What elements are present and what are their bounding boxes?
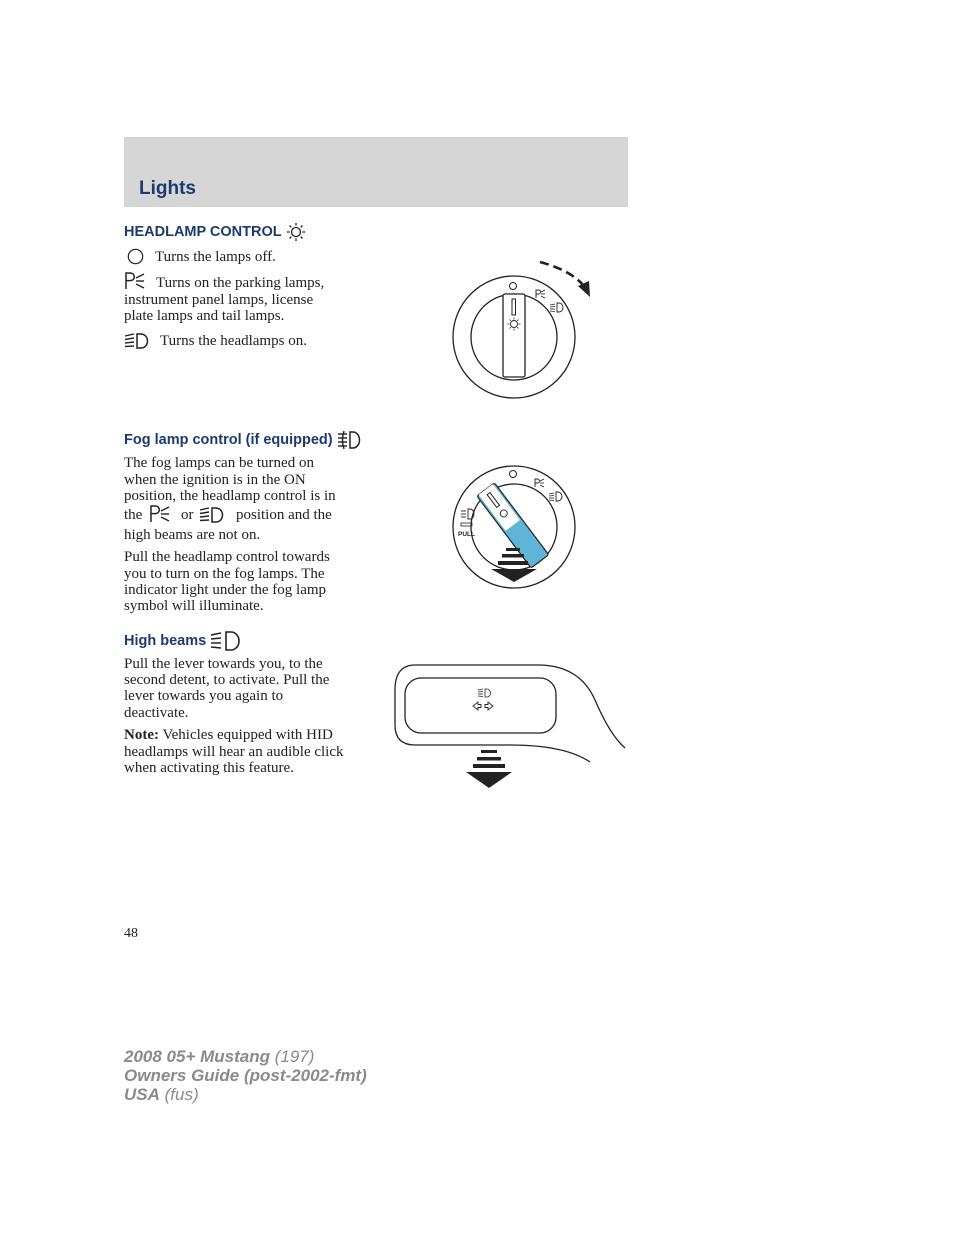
headlamps-on-text: Turns the headlamps on.: [160, 333, 307, 349]
off-text: Turns the lamps off.: [155, 249, 276, 265]
high-beams-p1-line3: lever towards you again to: [124, 688, 284, 704]
high-beams-heading: [124, 631, 242, 651]
note-line2: headlamps will hear an audible click: [124, 744, 344, 760]
footer-model-code: (197): [270, 1047, 315, 1066]
fog-p1-line5: high beams are not on.: [124, 527, 261, 543]
footer-line2: [124, 1066, 367, 1085]
high-beams-heading-text: High beams: [124, 632, 207, 649]
fog-heading-text: Fog lamp control (if equipped): [124, 431, 333, 448]
parking-lamp-icon-inline: [149, 505, 171, 523]
parking-text-line3: plate lamps and tail lamps.: [124, 308, 285, 324]
fog-p2-line4: symbol will illuminate.: [124, 598, 264, 614]
high-beam-lever-diagram: [390, 660, 630, 795]
footer-line3: [124, 1085, 367, 1104]
fog-p2-line3: indicator light under the fog lamp: [124, 582, 327, 598]
fog-p2-line1: Pull the headlamp control towards: [124, 549, 330, 565]
off-circle-icon: [127, 248, 144, 265]
fog-p1-line4-or: or: [181, 507, 194, 523]
footer-line1: [124, 1047, 367, 1066]
headlamp-beam-icon-inline: [199, 507, 225, 523]
footer-model: 2008 05+ Mustang: [124, 1047, 270, 1066]
footer-market-code: (fus): [159, 1085, 199, 1104]
fog-p2-line2: you to turn on the fog lamps. The: [124, 566, 325, 582]
parking-text-line1: Turns on the parking lamps,: [156, 275, 325, 291]
note-line3: when activating this feature.: [124, 760, 294, 776]
high-beam-icon: [210, 631, 242, 651]
fog-p1-line3: position, the headlamp control is in: [124, 488, 336, 504]
headlamp-beam-icon: [124, 333, 150, 349]
high-beams-p1-line2: second detent, to activate. Pull the: [124, 672, 330, 688]
section-title: Lights: [139, 178, 196, 199]
note-text-line1: Vehicles equipped with HID: [158, 727, 333, 743]
high-beams-p1-line1: Pull the lever towards you, to the: [124, 656, 323, 672]
high-beams-p1-line4: deactivate.: [124, 705, 189, 721]
headlamp-control-heading: [124, 222, 307, 242]
headlamp-knob-diagram: [445, 250, 635, 405]
footer-market: USA: [124, 1085, 160, 1104]
fog-knob-diagram: [445, 460, 585, 595]
fog-p1-line4-the: the: [124, 507, 143, 523]
headlamp-sun-icon: [285, 222, 307, 242]
fog-p1-line1: The fog lamps can be turned on: [124, 455, 314, 471]
note-line1: [124, 727, 333, 744]
page-number: 48: [124, 926, 138, 941]
fog-p1-line4-pos: position and the: [236, 507, 332, 523]
fog-lamp-icon: [337, 430, 361, 450]
footer: [124, 1047, 367, 1104]
fog-lamp-heading: [124, 430, 361, 450]
parking-text-line2: instrument panel lamps, license: [124, 292, 314, 308]
parking-lamp-icon: [124, 272, 146, 290]
headlamp-heading-text: HEADLAMP CONTROL: [124, 223, 282, 240]
footer-guide: Owners Guide (post-2002-fmt): [124, 1066, 367, 1085]
note-label: Note:: [124, 727, 159, 743]
fog-p1-line2: when the ignition is in the ON: [124, 472, 306, 488]
section-header-band: [124, 137, 628, 207]
pull-label: PULL: [458, 531, 475, 538]
